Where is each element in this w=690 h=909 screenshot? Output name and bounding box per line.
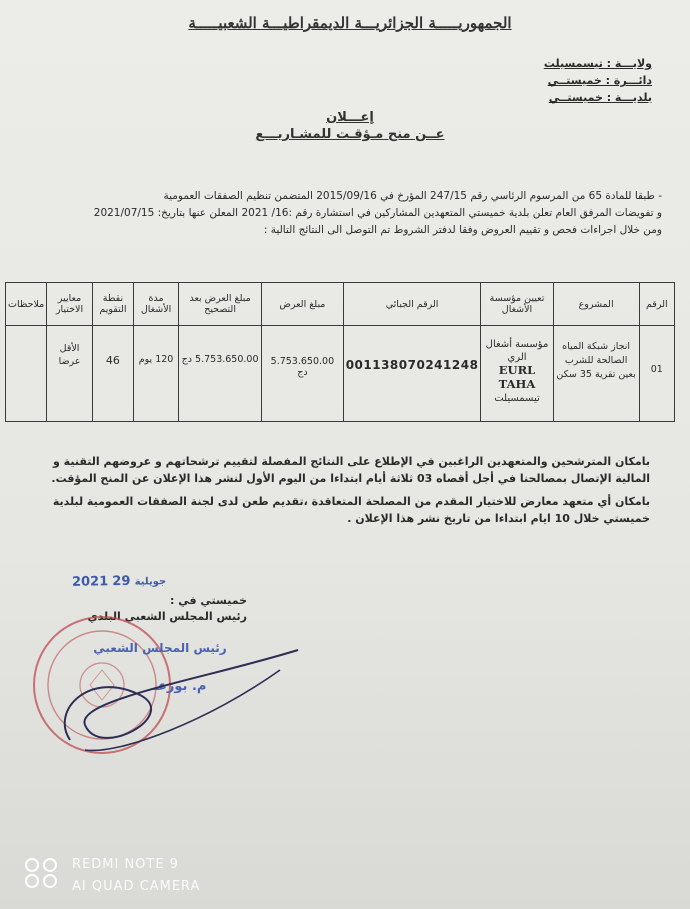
date-day: 29 <box>112 573 131 590</box>
body-paragraph-2: بامكان أي متعهد معارض للاختيار المقدم من المصلحة المتعاقدة ،تقديم طعن لدى لجنة الصفقات العمومية لبلدية خميستي خلال 10 ايام ابتداءا من تاريخ نشر هذا الإعلان . <box>52 495 650 525</box>
date-month: جويلية <box>134 576 167 588</box>
stamp-role-text: رئيس المجلس الشعبي <box>93 641 227 655</box>
header-criteria: معايير الاختيار <box>47 283 93 326</box>
daira-line: دائـــرة : خميستــي <box>547 74 652 87</box>
table-row <box>6 326 675 422</box>
signature-role: رئيس المجلس الشعبي البلدي <box>87 610 247 623</box>
cell-criteria: الأقل عرضا <box>47 326 93 422</box>
cell-contractor <box>481 326 553 422</box>
cell-duration: 120 يوم <box>134 326 179 422</box>
header-score: نقطة التقويم <box>92 283 133 326</box>
camera-lens-icon <box>24 857 64 889</box>
intro-line-1: - طبقا للمادة 65 من المرسوم الرئاسي رقم 247/15 المؤرخ في 2015/09/16 المتضمن تنظيم الصفقات العمومية <box>163 190 662 202</box>
header-duration: مدة الأشغال <box>134 283 179 326</box>
body-paragraphs <box>20 453 650 527</box>
commune-line: بلديـــة : خميستــي <box>548 91 652 104</box>
header-num: الرقم <box>639 283 674 326</box>
body-paragraph-1: بامكان المترشحين والمتعهدين الراغبين في الإطلاع على النتائج المفصلة لتقييم ترشحاتهم و عروضهم التقنية و المالية الإتصال بمصالحنا في أجل أقصاه 03 ثلاثة أيام ابتداءا من اليوم الأول لنشر هذا الإعلان عن المنح المؤقت. <box>51 455 650 485</box>
admin-block <box>482 55 652 106</box>
intro-paragraph <box>22 188 662 239</box>
contractor-type: مؤسسة أشغال الري <box>485 339 549 363</box>
date-stamp <box>72 573 166 590</box>
contractor-city: تيسمسيلت <box>494 393 540 404</box>
date-year: 2021 <box>71 574 109 590</box>
cell-notes <box>6 326 47 422</box>
cell-num: 01 <box>639 326 674 422</box>
header-offer-amount: مبلغ العرض <box>262 283 344 326</box>
cell-corrected-amount: 5.753.650.00 دج <box>179 326 262 422</box>
contractor-name: EURL TAHA <box>498 363 536 391</box>
intro-line-2: و تفويضات المرفق العام تعلن بلدية خميستي المتعهدين المشاركين في استشارة رقم :16/ 2021 المعلن عنها بتاريخ: 2021/07/15 <box>93 207 662 219</box>
cell-tax-id: 001138070241248 <box>343 326 481 422</box>
header-notes: ملاحظات <box>6 283 47 326</box>
table-header-row <box>6 283 675 326</box>
camera-watermark <box>72 854 200 898</box>
header-contractor: تعيين مؤسسة الأشغال <box>481 283 553 326</box>
header-tax-id: الرقم الجبائي <box>343 283 481 326</box>
cell-project: انجاز شبكة المياه الصالحة للشرب بعين تقرية 35 سكن <box>553 326 639 422</box>
wilaya-line: ولايـــة : تيسمسيلت <box>543 57 652 70</box>
republic-header: الجمهوريـــــة الجزائريـــة الديمقراطيـــة الشعبيـــــة <box>188 14 512 32</box>
stamp-name-text: م. بوزعـ <box>153 679 207 694</box>
cell-offer-amount: 5.753.650.00 دج <box>262 326 344 422</box>
header-project: المشروع <box>553 283 639 326</box>
announcement-title: إعـــلان <box>326 110 374 125</box>
seal-emblem-shape <box>90 670 114 700</box>
watermark-model: REDMI NOTE 9 <box>72 857 179 872</box>
official-seal-and-signature <box>30 600 310 770</box>
cell-score: 46 <box>92 326 133 422</box>
results-table <box>5 282 675 422</box>
announcement-subtitle: عــن منح مـؤقـت للمشـاريـــع <box>255 127 445 142</box>
seal-outer-ring <box>34 617 170 753</box>
signature-place: خميستي في : <box>170 594 247 607</box>
header-corrected-amount: مبلغ العرض بعد التصحيح <box>179 283 262 326</box>
intro-line-3: ومن خلال اجراءات فحص و تقييم العروض وفقا لدفتر الشروط تم التوصل الى النتائج التالية : <box>263 224 662 236</box>
watermark-camera: AI QUAD CAMERA <box>72 879 201 894</box>
